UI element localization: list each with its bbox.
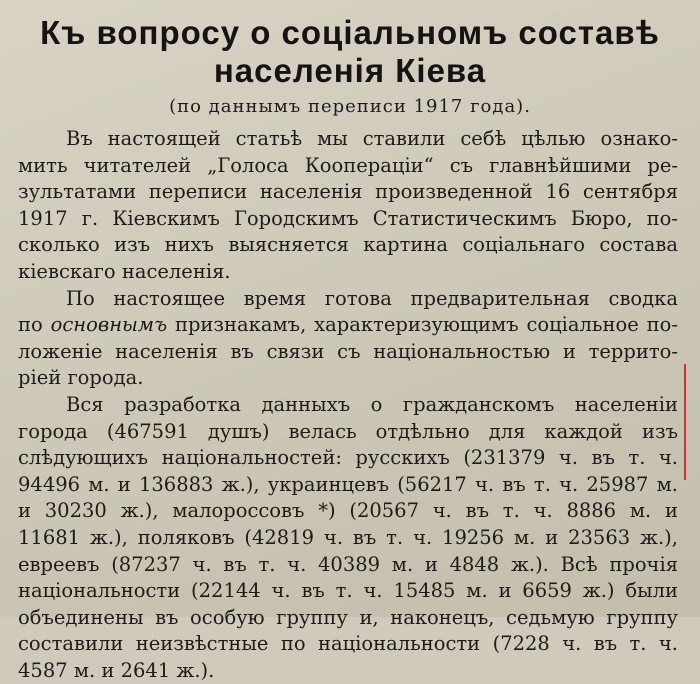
text-line: слѣдующихъ національностей: русскихъ (231379 ч. въ т. ч. [18,446,678,470]
paragraph-2 [18,286,678,392]
text-line: объединены въ особую группу и, наконецъ, седьмую группу [18,605,678,629]
text-line: 94496 м. и 136883 ж.), украинцевъ (56217 ч. въ т. ч. 25987 м. [18,472,678,496]
text-line: По настоящее время готова предварительная сводка [66,286,678,310]
text-line: ріей города. [18,366,144,390]
text-line: сколько изъ нихъ выясняется картина соціальнаго состава [18,233,678,257]
text-line: ложеніе населенія въ связи съ національностью и террито- [18,339,678,363]
article-title-line-1: Къ вопросу о соціальномъ составѣ [40,14,660,51]
text-line: зультатами переписи населенія произведенной 16 сентября [18,180,678,204]
text-line: 4587 м. и 2641 ж.). [18,658,215,682]
paragraph-1 [18,126,678,286]
text-line: мить читателей „Голоса Коопераціи“ съ главнѣйшими ре- [18,153,678,177]
article-title [0,14,700,90]
article-body [18,126,678,684]
red-margin-mark [684,364,686,480]
text-line: составили неизвѣстные по національности (7228 ч. въ т. ч. [18,632,678,656]
text-line: кіевскаго населенія. [18,259,231,283]
text-line: Въ настоящей статьѣ мы ставили себѣ цѣлью ознако- [66,127,678,150]
paragraph-3 [18,392,678,684]
text-line: города (467591 душъ) велась отдѣльно для каждой изъ [18,419,678,443]
text-line: Вся разработка данныхъ о гражданскомъ населеніи [66,392,678,416]
text-fragment: признакамъ, характеризующимъ соціальное по- [167,313,679,337]
text-line: 11681 ж.), поляковъ (42819 ч. въ т. ч. 19256 м. и 23563 ж.), [18,525,678,549]
article-title-line-2: населенія Кіева [213,52,487,89]
text-line-with-emphasis [18,312,678,339]
text-fragment: по [18,313,51,337]
article-subtitle: (по даннымъ переписи 1917 года). [169,96,531,117]
emphasized-word: основнымъ [50,313,168,337]
text-line: и 30230 ж.), малороссовъ *) (20567 ч. въ т. ч. 8886 м. и [18,499,678,523]
text-line: 1917 г. Кіевскимъ Городскимъ Статистическимъ Бюро, по- [18,206,678,230]
text-line: національности (22144 ч. въ т. ч. 15485 м. и 6659 ж.) были [18,579,678,603]
text-line: евреевъ (87237 ч. въ т. ч. 40389 м. и 4848 ж.). Всѣ прочія [18,552,678,576]
